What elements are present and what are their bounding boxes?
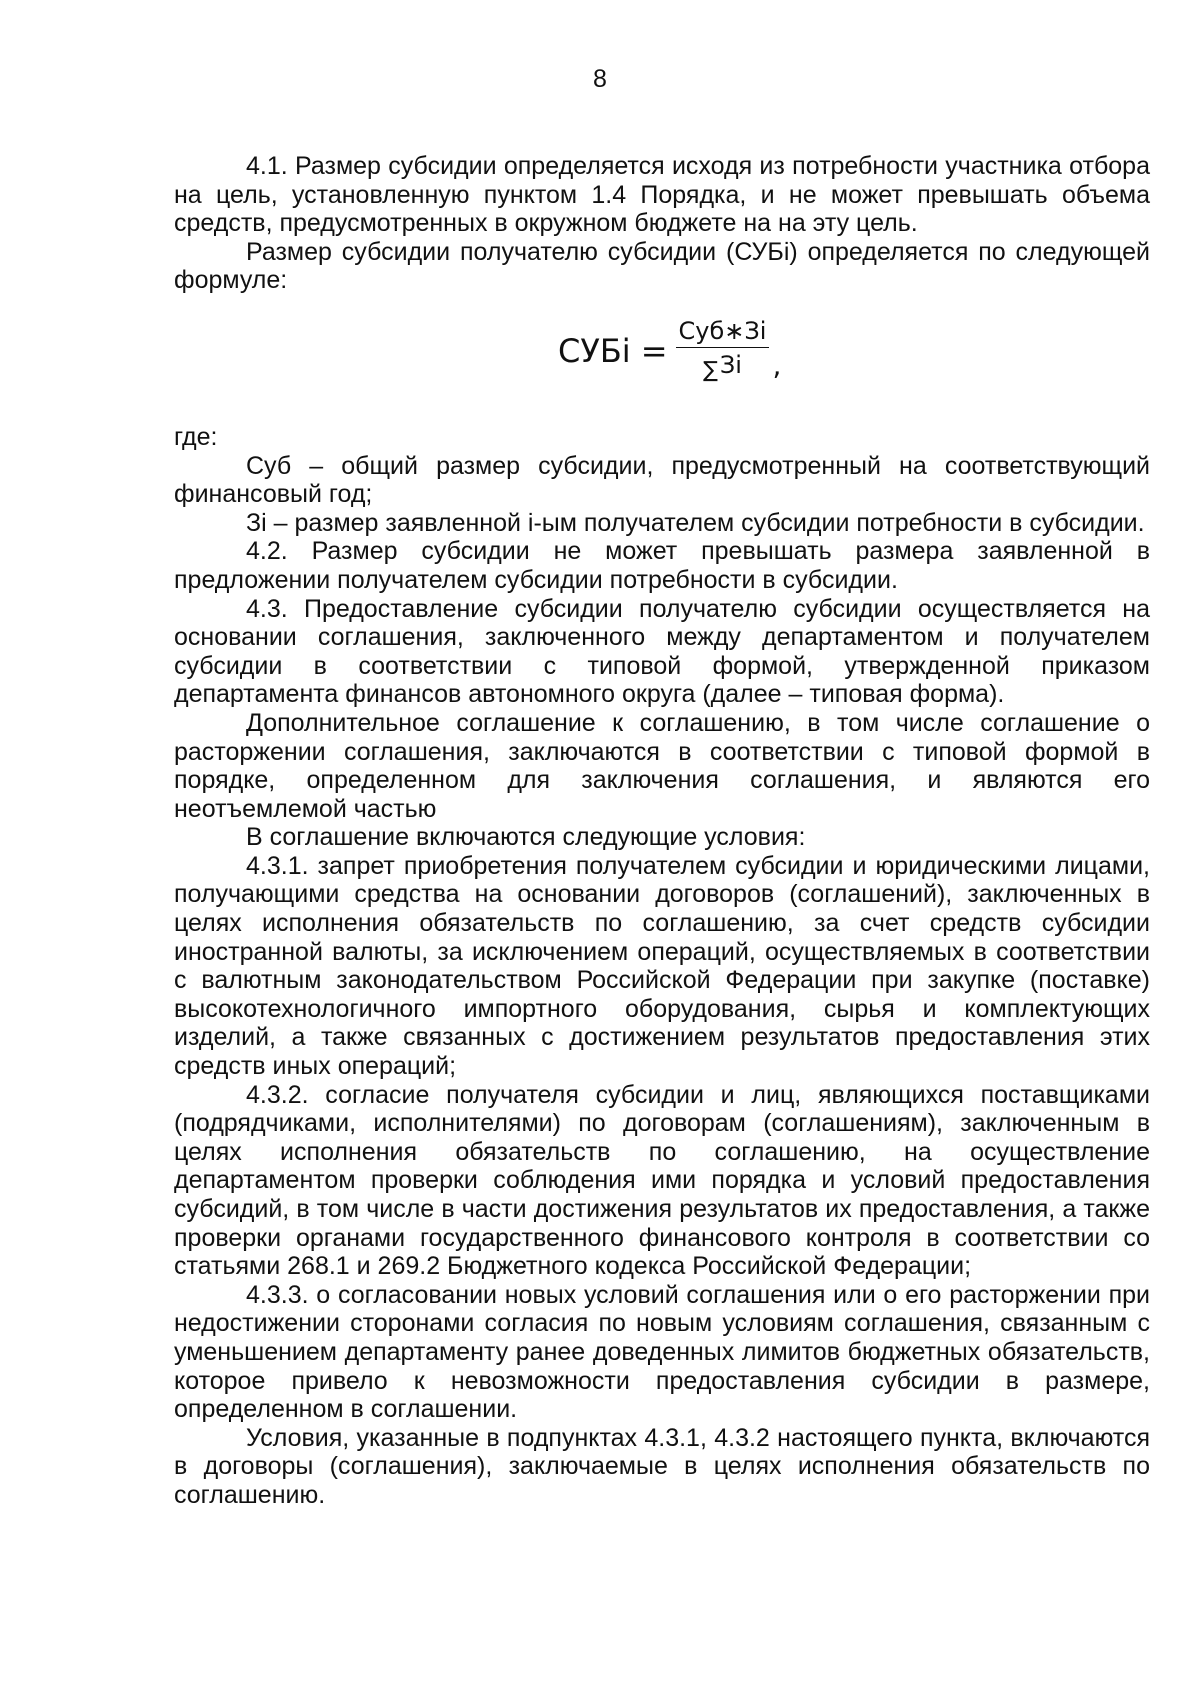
paragraph-4-1: 4.1. Размер субсидии определяется исходя из потребности участника отбора на цель, установленную пунктом 1.4 Порядка, и не может превышать объема средств, предусмотренных в окружном бюджете на на эту цель. (174, 152, 1150, 238)
formula-equals: = (640, 332, 668, 371)
document-body (174, 152, 1150, 1510)
formula-comma: , (772, 348, 782, 382)
paragraph-definition-sub: Суб – общий размер субсидии, предусмотренный на соответствующий финансовый год; (174, 451, 1150, 509)
formula-numerator: Суб∗Зi (678, 316, 767, 345)
page-number: 8 (593, 65, 607, 93)
paragraph-formula-intro: Размер субсидии получателю субсидии (СУБі) определяется по следующей формуле: (174, 237, 1150, 295)
paragraph-definition-zi: Зі – размер заявленной і-ым получателем субсидии потребности в субсидии. (246, 508, 1145, 537)
paragraph-additional-agreement: Дополнительное соглашение к соглашению, в том числе соглашение о расторжении соглашения, заключаются в соответствии с типовой формой в порядке, определенном для заключения соглашения, и являются его неотъемлемой частью (174, 708, 1150, 823)
paragraph-conditions-intro: В соглашение включаются следующие условия: (246, 823, 806, 852)
formula-fraction (676, 317, 770, 386)
paragraph-4-3: 4.3. Предоставление субсидии получателю субсидии осуществляется на основании соглашения, заключенного между департаментом и получателем субсидии в соответствии с типовой формой, утвержденной приказом департамента финансов автономного округа (далее – типовая форма). (174, 594, 1150, 709)
paragraph-where: где: (174, 422, 218, 451)
paragraph-4-3-2: 4.3.2. согласие получателя субсидии и лиц, являющихся поставщиками (подрядчиками, исполнителями) по договорам (соглашениям), заключенным в целях исполнения обязательств по соглашению, на осуществление департаментом проверки соблюдения ими порядка и условий предоставления субсидий, в том числе в части достижения результатов их предоставления, а также проверки органами государственного финансового контроля в соответствии со статьями 268.1 и 269.2 Бюджетного кодекса Российской Федерации; (174, 1080, 1150, 1281)
formula-lhs: СУБi (558, 332, 631, 371)
formula-denominator (703, 348, 742, 386)
subsidy-formula (174, 295, 1150, 423)
paragraph-4-2: 4.2. Размер субсидии не может превышать размера заявленной в предложении получателем субсидии потребности в субсидии. (174, 537, 1150, 594)
paragraph-4-3-3: 4.3.3. о согласовании новых условий соглашения или о его расторжении при недостижении сторонами согласия по новым условиям соглашения, связанным с уменьшением департаменту ранее доведенных лимитов бюджетных обязательств, которое привело к невозможности предоставления субсидии в размере, определенном в соглашении. (174, 1280, 1150, 1424)
sum-symbol: ∑ (703, 357, 718, 383)
paragraph-conditions-inclusion: Условия, указанные в подпунктах 4.3.1, 4.3.2 настоящего пункта, включаются в договоры (соглашения), заключаемые в целях исполнения обязательств по соглашению. (174, 1423, 1150, 1509)
paragraph-4-3-1: 4.3.1. запрет приобретения получателем субсидии и юридическими лицами, получающими средства на основании договоров (соглашений), заключенных в целях исполнения обязательств по соглашению, за счет средств субсидии иностранной валюты, за исключением операций, осуществляемых в соответствии с валютным законодательством Российской Федерации при закупке (поставке) высокотехнологичного импортного оборудования, сырья и комплектующих изделий, а также связанных с достижением результатов предоставления этих средств иных операций; (174, 851, 1150, 1081)
formula-denominator-term: Зi (719, 350, 742, 379)
